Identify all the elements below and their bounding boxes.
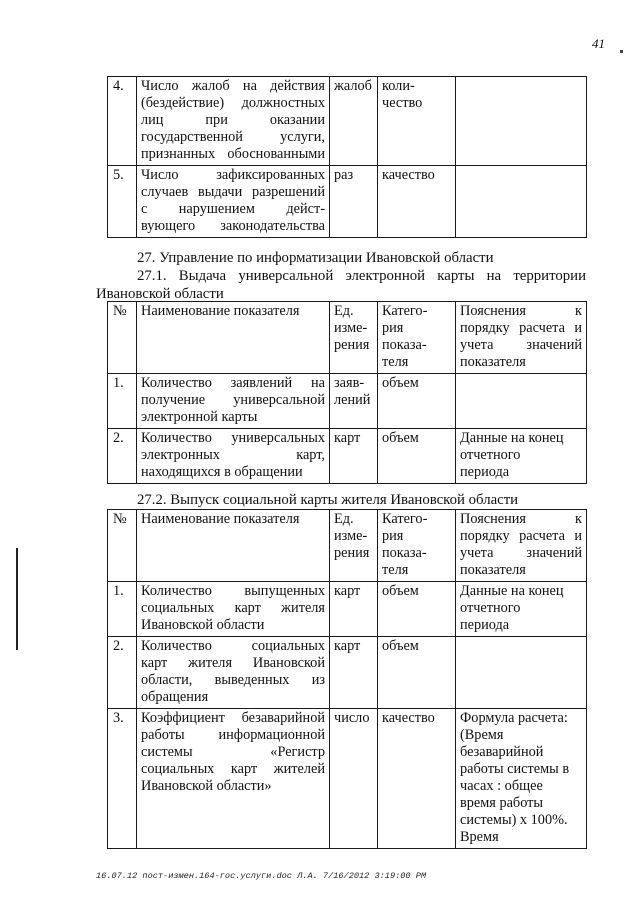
indicator-unit: заяв- лений: [330, 374, 378, 429]
indicator-notes: [456, 166, 587, 238]
header-unit: Ед. изме- рения: [330, 510, 378, 582]
indicator-category: объем: [378, 582, 456, 637]
table-row: [108, 582, 587, 637]
indicator-name: Количество универсальных электронных карт, находящихся в обращении: [137, 429, 330, 484]
indicators-table-27-1: [107, 301, 587, 484]
subsection-title-27-2: 27.2. Выпуск социальной карты жителя Ивановской области: [137, 492, 519, 508]
indicator-unit: карт: [330, 582, 378, 637]
indicator-notes: [456, 77, 587, 166]
indicator-unit: жалоб: [330, 77, 378, 166]
table-row: [108, 637, 587, 709]
header-category: Катего- рия показа- теля: [378, 510, 456, 582]
indicator-category: объем: [378, 374, 456, 429]
indicator-name: Коэффициент безаварийной работы информационной системы «Регистр социальных карт жителей Ивановской области»: [137, 709, 330, 849]
indicator-notes: [456, 637, 587, 709]
header-category: Катего- рия показа- теля: [378, 302, 456, 374]
header-notes: Пояснения к порядку расчета и учета значений показателя: [456, 302, 587, 374]
table-row: [108, 374, 587, 429]
indicator-name: Количество социальных карт жителя Ивановской области, выведенных из обращения: [137, 637, 330, 709]
indicator-notes: Данные на конец отчетного периода: [456, 429, 587, 484]
indicator-unit: раз: [330, 166, 378, 238]
header-number: №: [108, 510, 137, 582]
row-number: 5.: [108, 166, 137, 238]
row-number: 2.: [108, 429, 137, 484]
header-name: Наименование показателя: [137, 302, 330, 374]
row-number: 1.: [108, 582, 137, 637]
page-number: 41: [592, 36, 605, 51]
header-unit: Ед. изме- рения: [330, 302, 378, 374]
indicator-category: качество: [378, 709, 456, 849]
scan-speck: [620, 50, 623, 53]
indicator-unit: число: [330, 709, 378, 849]
subsection-title-27-1: 27.1. Выдача универсальной электронной карты на территории Ивановской области: [96, 268, 586, 302]
header-number: №: [108, 302, 137, 374]
row-number: 1.: [108, 374, 137, 429]
table-row: [108, 166, 587, 238]
header-notes: Пояснения к порядку расчета и учета значений показателя: [456, 510, 587, 582]
indicator-notes: [456, 374, 587, 429]
row-number: 4.: [108, 77, 137, 166]
table-header-row: [108, 510, 587, 582]
indicator-name: Количество выпущенных социальных карт жителя Ивановской области: [137, 582, 330, 637]
indicator-name: Число зафиксированных случаев выдачи разрешений с нарушением дейст- вующего законодательства: [137, 166, 330, 238]
indicators-table-27-2: [107, 509, 587, 849]
document-footer: 16.07.12 пост-измен.164-гос.услуги.doc Л.А. 7/16/2012 3:19:00 PM: [96, 871, 427, 881]
header-name: Наименование показателя: [137, 510, 330, 582]
indicators-table-continued: [107, 76, 587, 238]
indicator-category: объем: [378, 429, 456, 484]
indicator-category: объем: [378, 637, 456, 709]
section-title: 27. Управление по информатизации Ивановской области: [137, 250, 494, 266]
indicator-notes: Формула расчета: (Время безаварийной работы системы в часах : общее время работы системы) х 100%. Время: [456, 709, 587, 849]
scan-margin-line: [16, 548, 18, 650]
row-number: 2.: [108, 637, 137, 709]
table-row: [108, 709, 587, 849]
table-row: [108, 429, 587, 484]
indicator-category: коли- чество: [378, 77, 456, 166]
table-header-row: [108, 302, 587, 374]
indicator-name: Число жалоб на действия (бездействие) должностных лиц при оказании государственной услуги, признанных обоснованными: [137, 77, 330, 166]
row-number: 3.: [108, 709, 137, 849]
table-row: [108, 77, 587, 166]
indicator-notes: Данные на конец отчетного периода: [456, 582, 587, 637]
indicator-name: Количество заявлений на получение универсальной электронной карты: [137, 374, 330, 429]
indicator-unit: карт: [330, 429, 378, 484]
indicator-unit: карт: [330, 637, 378, 709]
indicator-category: качество: [378, 166, 456, 238]
